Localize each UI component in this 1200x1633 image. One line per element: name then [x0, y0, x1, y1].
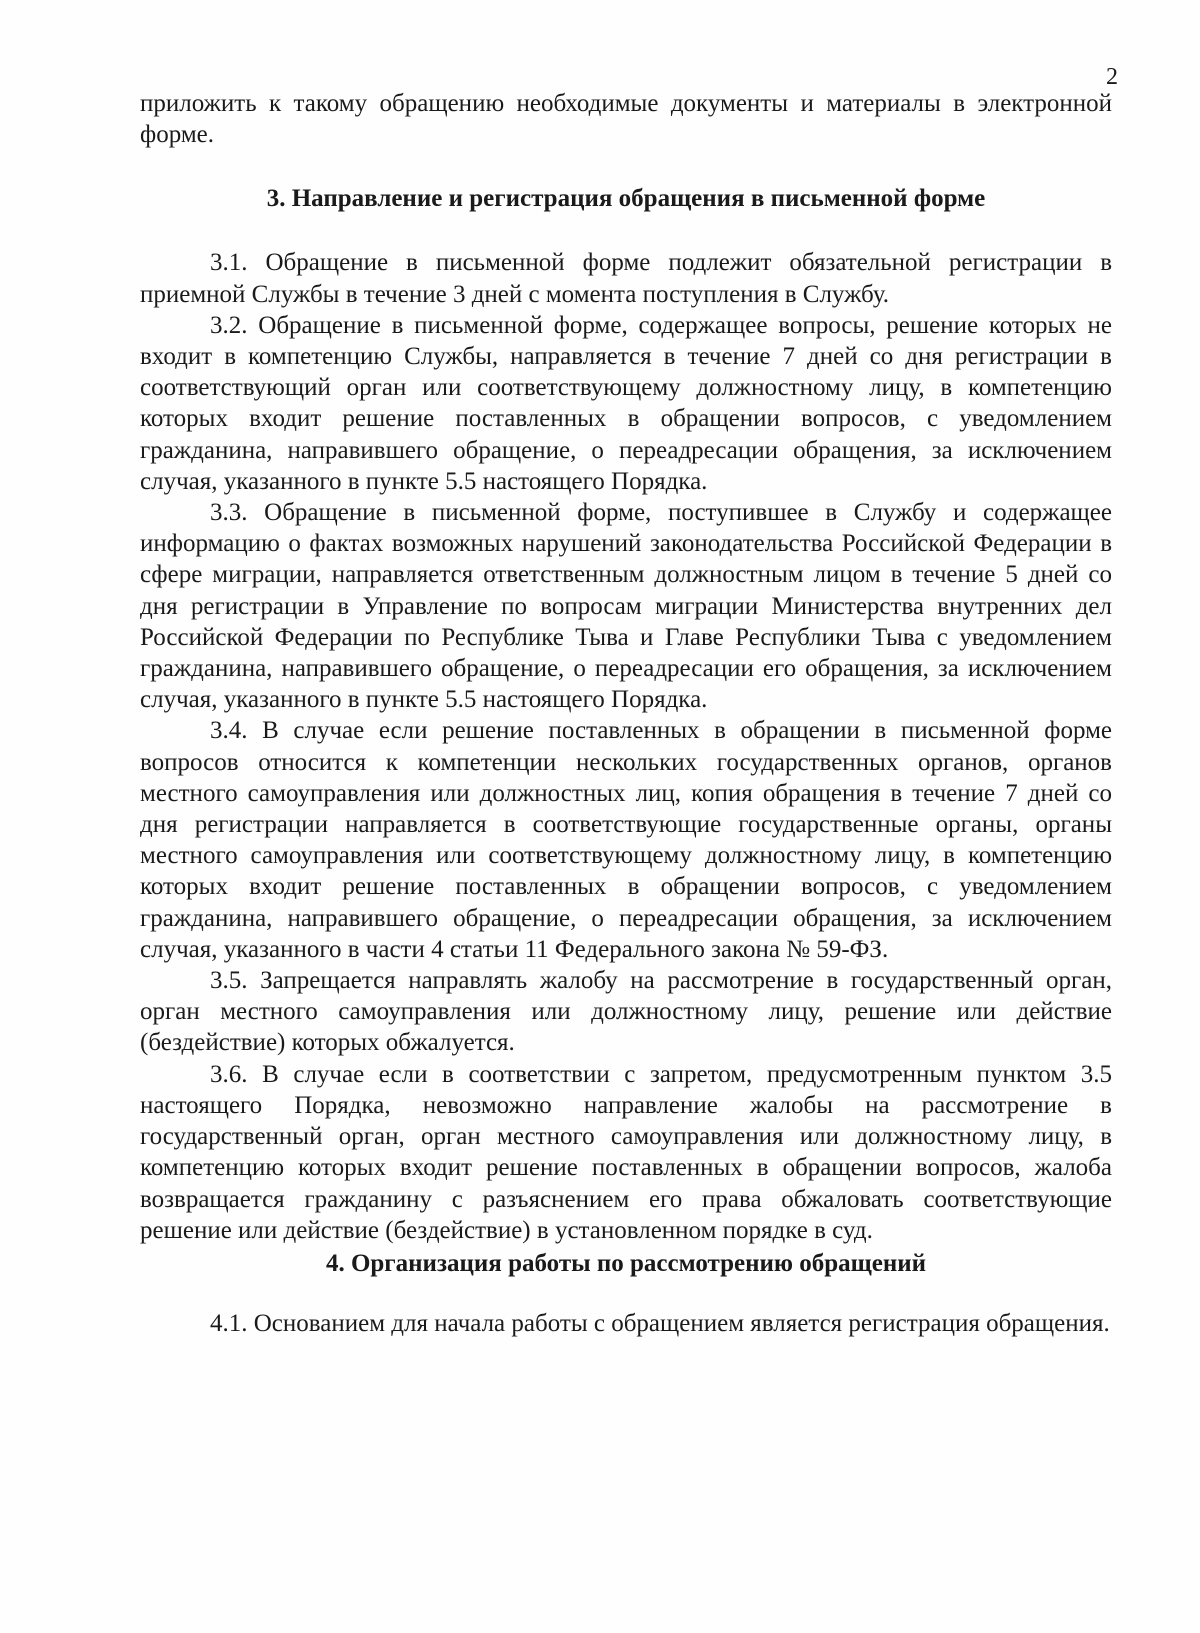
paragraph-3-3: 3.3. Обращение в письменной форме, поступившее в Службу и содержащее информацию о фактах возможных нарушений законодательства Российской Федерации в сфере миграции, направляется ответственным должностным лицом в течение 5 дней со дня регистрации в Управление по вопросам миграции Министерства внутренних дел Российской Федерации по Республике Тыва и Главе Республики Тыва с уведомлением гражданина, направившего обращение, о переадресации его обращения, за исключением случая, указанного в пункте 5.5 настоящего Порядка.	[140, 499, 1112, 714]
paragraph-3-4: 3.4. В случае если решение поставленных в обращении в письменной форме вопросов относится к компетенции нескольких государственных органов, органов местного самоуправления или должностных лиц, копия обращения в течение 7 дней со дня регистрации направляется в соответствующие государственные органы, органы местного самоуправления или соответствующему должностному лицу, в компетенцию которых входит решение поставленных в обращении вопросов, с уведомлением гражданина, направившего обращение, о переадресации обращения, за исключением случая, указанного в части 4 статьи 11 Федерального закона № 59-ФЗ.	[140, 717, 1112, 963]
section-4-heading: 4. Организация работы по рассмотрению обращений	[325, 1249, 927, 1277]
paragraph-3-5: 3.5. Запрещается направлять жалобу на рассмотрение в государственный орган, орган местного самоуправления или должностному лицу, решение или действие (бездействие) которых обжалуется.	[140, 967, 1112, 1057]
paragraph-3-1: 3.1. Обращение в письменной форме подлежит обязательной регистрации в приемной Службы в течение 3 дней с момента поступления в Службу.	[140, 249, 1112, 308]
paragraph-3-6: 3.6. В случае если в соответствии с запретом, предусмотренным пунктом 3.5 настоящего Порядка, невозможно направление жалобы на рассмотрение в государственный орган, орган местного самоуправления или должностному лицу, в компетенцию которых входит решение поставленных в обращении вопросов, жалоба возвращается гражданину с разъяснением его права обжаловать соответствующие решение или действие (бездействие) в установленном порядке в суд.	[140, 1060, 1112, 1244]
document-body	[140, 88, 1112, 1339]
section-3-heading: 3. Направление и регистрация обращения в письменной форме	[266, 185, 986, 213]
page-number: 2	[1106, 64, 1118, 90]
intro-paragraph: приложить к такому обращению необходимые документы и материалы в электронной форме.	[140, 90, 1112, 149]
paragraph-4-1: 4.1. Основанием для начала работы с обращением является регистрация обращения.	[210, 1309, 1110, 1337]
paragraph-3-2: 3.2. Обращение в письменной форме, содержащее вопросы, решение которых не входит в компетенцию Службы, направляется в течение 7 дней со дня регистрации в соответствующий орган или соответствующему должностному лицу, в компетенцию которых входит решение поставленных в обращении вопросов, с уведомлением гражданина, направившего обращение, о переадресации обращения, за исключением случая, указанного в пункте 5.5 настоящего Порядка.	[140, 311, 1112, 495]
